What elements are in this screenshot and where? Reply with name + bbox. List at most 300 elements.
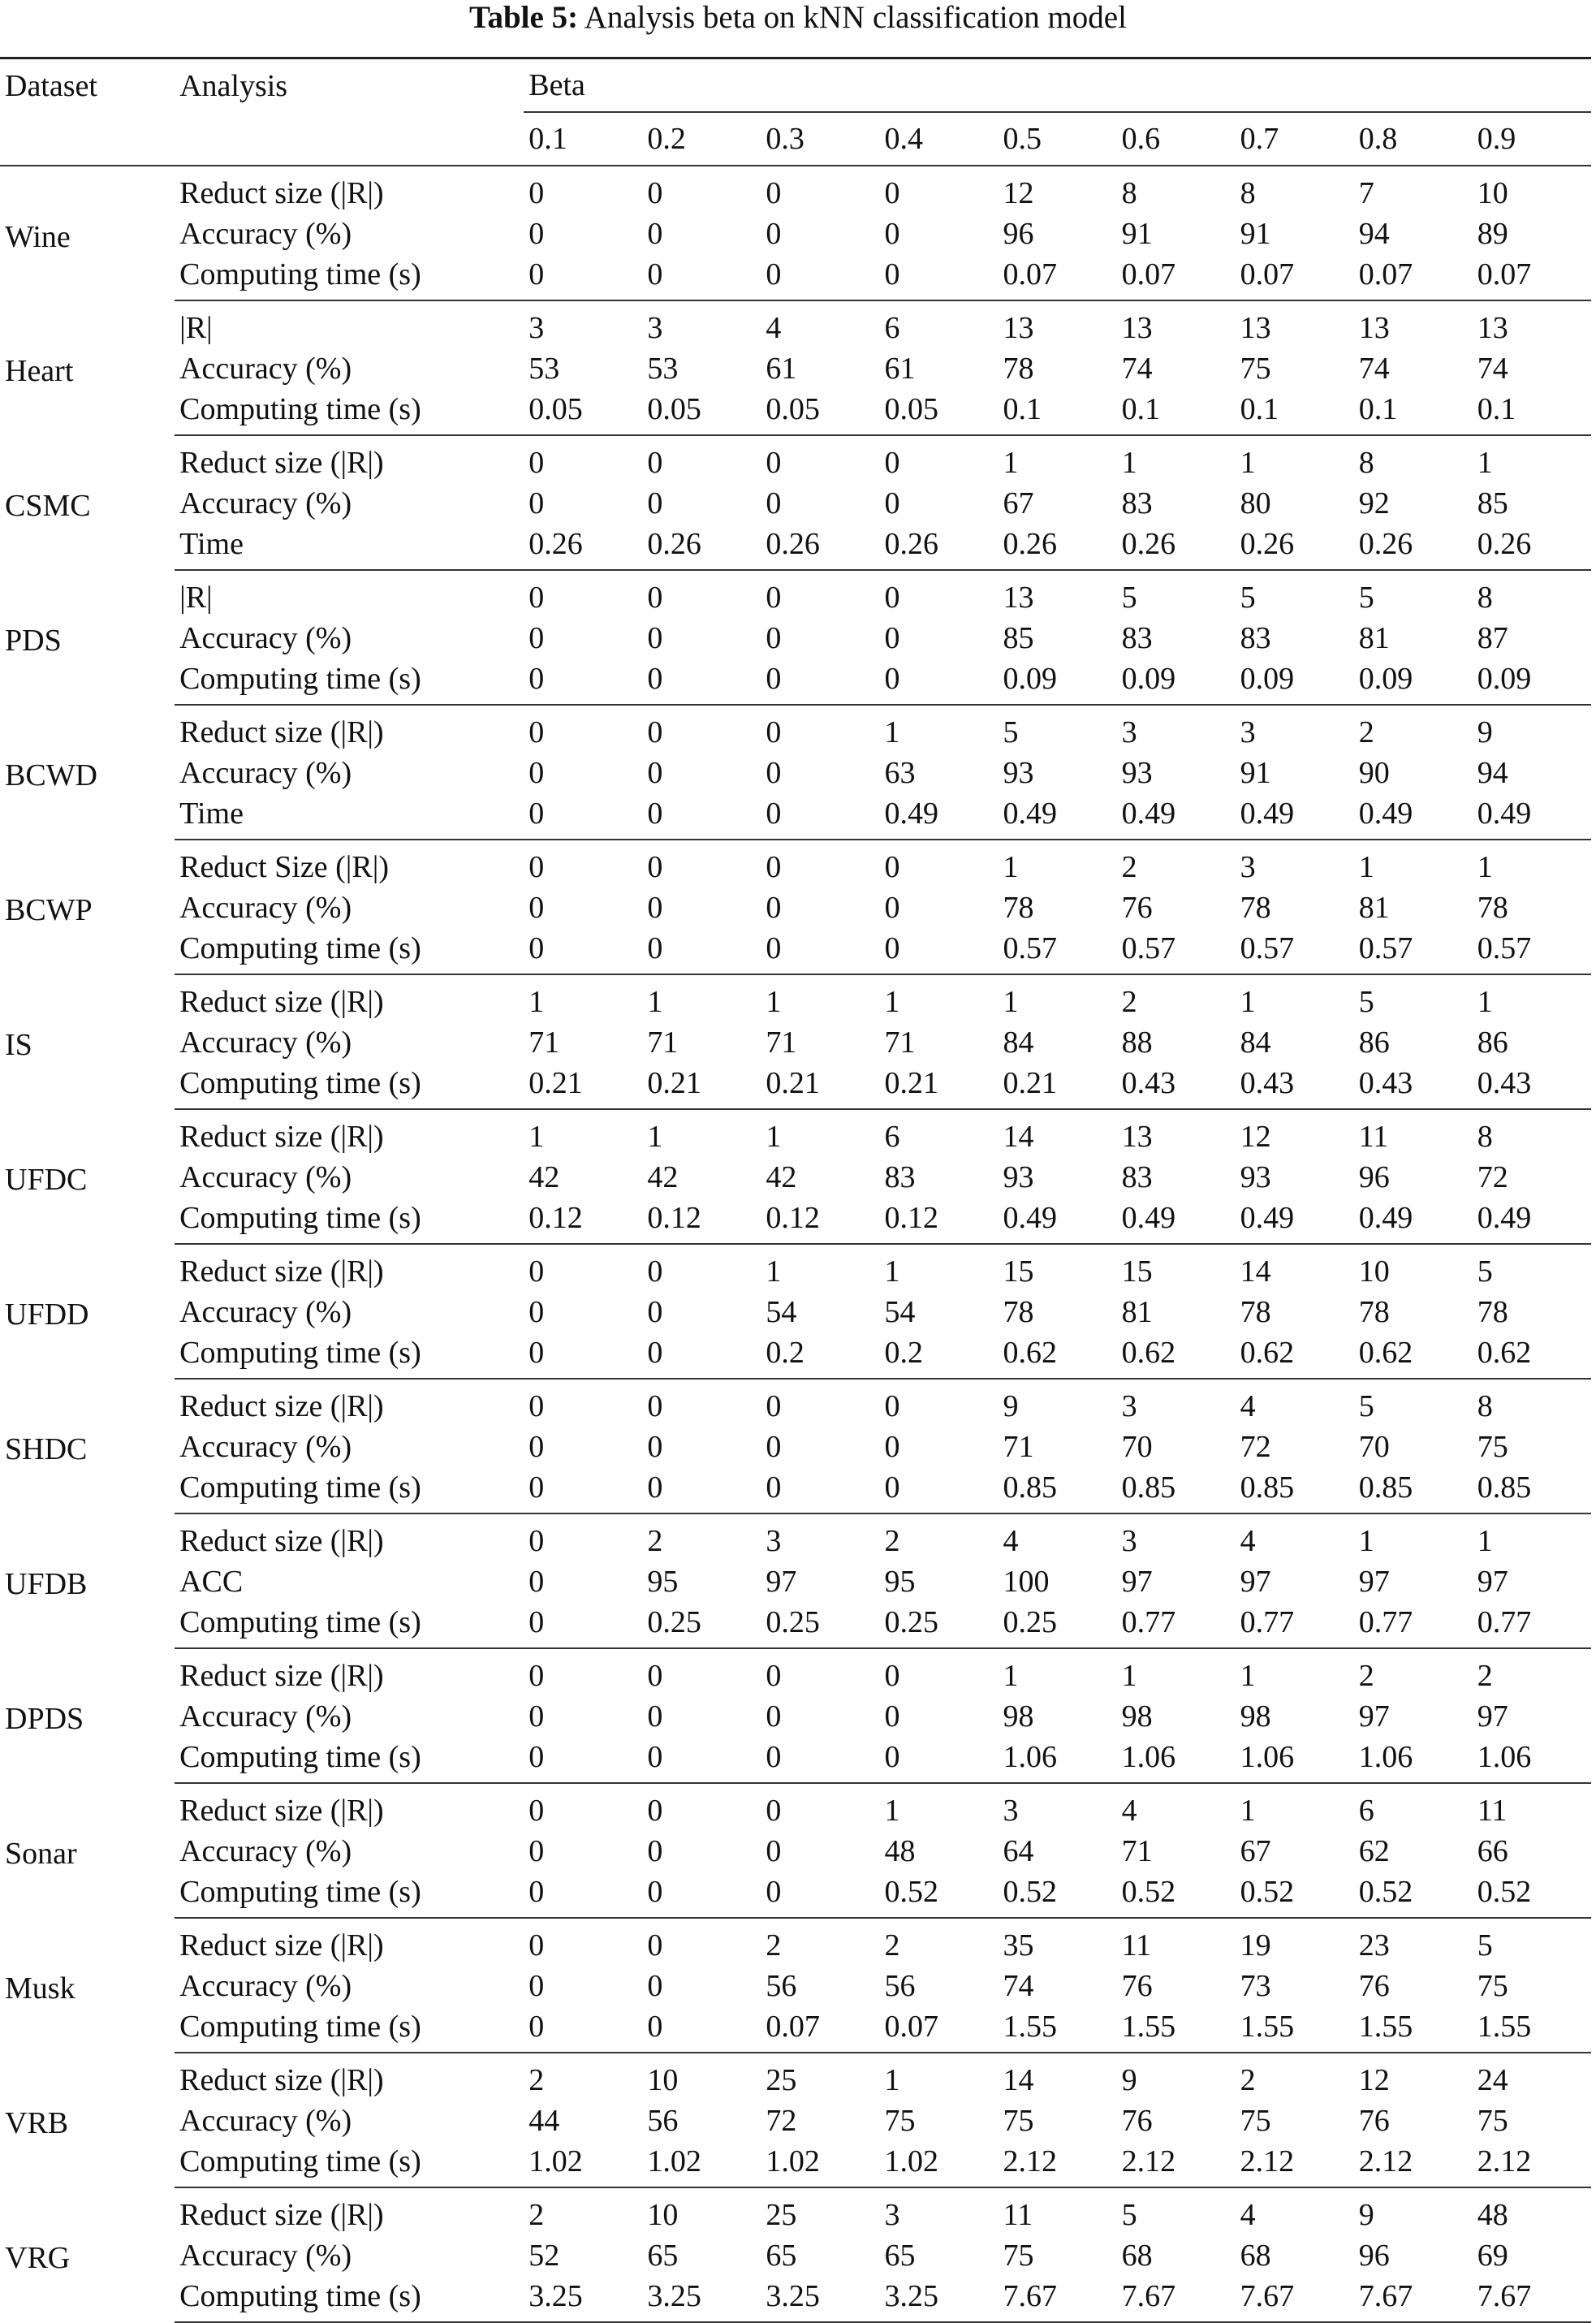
analysis-label: Time: [175, 793, 524, 840]
value-cell: 0.57: [1473, 928, 1591, 974]
value-cell: 0.52: [1117, 1872, 1236, 1918]
value-cell: 91: [1121, 217, 1153, 251]
value-cell: 76: [1358, 2104, 1390, 2138]
value-cell: 0: [766, 1659, 782, 1693]
value-cell: 78: [1003, 891, 1034, 925]
value-cell: 0: [642, 1737, 761, 1783]
value-cell: 91: [1240, 756, 1271, 790]
value-cell: 0.52: [1473, 1872, 1591, 1918]
value-cell: 0: [647, 446, 663, 480]
analysis-label: Accuracy (%): [179, 1160, 352, 1194]
value-cell: 96: [1003, 217, 1034, 251]
table-row: [0, 166, 1591, 214]
value-cell: 78: [1003, 1295, 1034, 1329]
value-cell: 97: [1358, 1565, 1390, 1599]
table-row: [0, 1379, 1591, 1427]
value-cell: 71: [647, 1025, 679, 1060]
value-cell: 10: [1358, 1254, 1390, 1289]
dataset-name: Musk: [5, 1971, 75, 2006]
value-cell: 92: [1358, 486, 1390, 520]
table-row: [0, 793, 1591, 840]
value-cell: 1: [1003, 446, 1019, 480]
value-cell: 0.85: [999, 1467, 1117, 1513]
value-cell: 68: [1240, 2239, 1271, 2273]
value-cell: 81: [1358, 621, 1390, 655]
value-cell: 0: [528, 486, 545, 520]
value-cell: 1.55: [1236, 2006, 1354, 2053]
value-cell: 1: [1477, 850, 1493, 884]
value-cell: 0: [524, 254, 642, 300]
value-cell: 73: [1240, 1969, 1271, 2003]
value-cell: 0.62: [1236, 1332, 1354, 1379]
value-cell: 0: [766, 1389, 782, 1423]
value-cell: 0: [528, 1834, 545, 1868]
value-cell: 81: [1358, 891, 1390, 925]
analysis-label: Reduct size (|R|): [179, 2063, 384, 2097]
value-cell: 0: [528, 756, 545, 790]
value-cell: 0: [647, 621, 663, 655]
beta-value-header: 0.4: [879, 112, 998, 166]
value-cell: 0.85: [1117, 1467, 1236, 1513]
analysis-label: Reduct size (|R|): [179, 1254, 384, 1289]
value-cell: 1: [1121, 1659, 1137, 1693]
table-row: [0, 1602, 1591, 1648]
value-cell: 7.67: [1117, 2276, 1236, 2322]
value-cell: 6: [884, 1120, 900, 1154]
value-cell: 94: [1477, 756, 1508, 790]
value-cell: 74: [1477, 352, 1508, 386]
value-cell: 95: [884, 1565, 916, 1599]
table-row: [0, 705, 1591, 753]
value-cell: 76: [1121, 891, 1153, 925]
table-row: [0, 570, 1591, 618]
value-cell: 11: [1121, 1928, 1152, 1962]
value-cell: 1: [647, 985, 663, 1019]
analysis-label: Reduct size (|R|): [179, 2198, 384, 2232]
value-cell: 97: [1477, 1565, 1508, 1599]
table-row: [0, 1918, 1591, 1966]
value-cell: 0: [879, 1467, 998, 1513]
value-cell: 2.12: [999, 2141, 1117, 2187]
value-cell: 93: [1003, 1160, 1034, 1194]
value-cell: 4: [1003, 1524, 1019, 1558]
value-cell: 2: [884, 1928, 900, 1962]
analysis-label: Accuracy (%): [179, 2104, 352, 2138]
value-cell: 10: [647, 2198, 679, 2232]
value-cell: 7.67: [1354, 2276, 1473, 2322]
value-cell: 13: [1240, 311, 1271, 345]
table-row: [0, 753, 1591, 793]
value-cell: 48: [884, 1834, 916, 1868]
value-cell: 12: [1358, 2063, 1390, 2097]
dataset-name: VRG: [5, 2241, 71, 2275]
value-cell: 83: [1240, 621, 1271, 655]
value-cell: 0: [642, 928, 761, 974]
value-cell: 72: [1240, 1430, 1271, 1464]
value-cell: 23: [1358, 1928, 1390, 1962]
value-cell: 78: [1477, 891, 1508, 925]
value-cell: 78: [1240, 891, 1271, 925]
value-cell: 0.1: [1354, 389, 1473, 435]
value-cell: 2.12: [1473, 2141, 1591, 2187]
analysis-label: Computing time (s): [175, 1063, 524, 1109]
value-cell: 0: [884, 1699, 900, 1734]
value-cell: 97: [1240, 1565, 1271, 1599]
table-row: [0, 1198, 1591, 1244]
value-cell: 0.77: [1117, 1602, 1236, 1648]
value-cell: 0: [642, 1332, 761, 1379]
table-body: [0, 166, 1591, 2322]
value-cell: 0: [524, 658, 642, 705]
value-cell: 0: [647, 1834, 663, 1868]
table-row: [0, 2141, 1591, 2187]
value-cell: 69: [1477, 2239, 1508, 2273]
value-cell: 100: [1003, 1565, 1050, 1599]
value-cell: 11: [1358, 1120, 1389, 1154]
value-cell: 1.02: [642, 2141, 761, 2187]
value-cell: 0.77: [1354, 1602, 1473, 1648]
value-cell: 25: [766, 2198, 797, 2232]
value-cell: 0: [761, 793, 879, 840]
value-cell: 0: [647, 715, 663, 749]
value-cell: 0.26: [1117, 524, 1236, 570]
value-cell: 0: [647, 1659, 663, 1693]
value-cell: 1: [766, 1254, 782, 1289]
value-cell: 48: [1477, 2198, 1508, 2232]
table-row: [0, 1696, 1591, 1737]
caption-label: Table 5:: [469, 0, 579, 35]
analysis-label: Reduct size (|R|): [179, 1389, 384, 1423]
value-cell: 54: [884, 1295, 916, 1329]
value-cell: 0.52: [1354, 1872, 1473, 1918]
analysis-label: Reduct size (|R|): [179, 1794, 384, 1828]
value-cell: 0.43: [1354, 1063, 1473, 1109]
value-cell: 0: [884, 621, 900, 655]
analysis-label: Accuracy (%): [179, 1699, 352, 1734]
value-cell: 0: [766, 756, 782, 790]
value-cell: 13: [1358, 311, 1390, 345]
value-cell: 72: [766, 2104, 797, 2138]
value-cell: 78: [1477, 1295, 1508, 1329]
value-cell: 3: [647, 311, 663, 345]
value-cell: 0.57: [1354, 928, 1473, 974]
analysis-label: Accuracy (%): [179, 217, 352, 251]
value-cell: 0.62: [999, 1332, 1117, 1379]
dataset-name: Sonar: [5, 1837, 77, 1871]
analysis-label: Computing time (s): [175, 2141, 524, 2187]
value-cell: 0: [647, 756, 663, 790]
analysis-label: Accuracy (%): [179, 756, 352, 790]
value-cell: 15: [1121, 1254, 1153, 1289]
value-cell: 0.26: [1473, 524, 1591, 570]
value-cell: 83: [884, 1160, 916, 1194]
value-cell: 74: [1003, 1969, 1034, 2003]
value-cell: 0: [766, 1699, 782, 1734]
value-cell: 1: [1477, 985, 1493, 1019]
value-cell: 0.05: [524, 389, 642, 435]
value-cell: 75: [1003, 2104, 1034, 2138]
table-row: [0, 1513, 1591, 1561]
analysis-label: Reduct size (|R|): [179, 1120, 384, 1154]
value-cell: 0.1: [1473, 389, 1591, 435]
value-cell: 71: [766, 1025, 797, 1060]
analysis-label: Accuracy (%): [179, 891, 352, 925]
value-cell: 25: [766, 2063, 797, 2097]
value-cell: 74: [1121, 352, 1153, 386]
beta-value-header: 0.8: [1354, 112, 1473, 166]
value-cell: 12: [1003, 176, 1034, 210]
table-row: [0, 1966, 1591, 2006]
table-caption: [0, 0, 1596, 39]
value-cell: 10: [647, 2063, 679, 2097]
value-cell: 1: [1240, 446, 1256, 480]
analysis-label: Reduct size (|R|): [179, 446, 384, 480]
beta-value-header: 0.3: [761, 112, 879, 166]
analysis-label: Reduct size (|R|): [179, 985, 384, 1019]
value-cell: 3: [1003, 1794, 1019, 1828]
value-cell: 0: [528, 1565, 545, 1599]
value-cell: 97: [1121, 1565, 1153, 1599]
value-cell: 53: [647, 352, 679, 386]
value-cell: 0.1: [1236, 389, 1354, 435]
table-row: [0, 300, 1591, 348]
value-cell: 0.77: [1236, 1602, 1354, 1648]
header-spacer: [175, 112, 524, 166]
value-cell: 0.85: [1473, 1467, 1591, 1513]
analysis-label: Computing time (s): [175, 2276, 524, 2322]
value-cell: 98: [1240, 1699, 1271, 1734]
value-cell: 1: [1477, 446, 1493, 480]
value-cell: 2: [1121, 850, 1137, 884]
table-row: [0, 2101, 1591, 2141]
value-cell: 0.43: [1117, 1063, 1236, 1109]
value-cell: 0: [647, 176, 663, 210]
value-cell: 1: [766, 985, 782, 1019]
value-cell: 15: [1003, 1254, 1034, 1289]
value-cell: 88: [1121, 1025, 1153, 1060]
value-cell: 96: [1358, 1160, 1390, 1194]
beta-value-header: 0.1: [524, 112, 642, 166]
value-cell: 1.55: [999, 2006, 1117, 2053]
value-cell: 80: [1240, 486, 1271, 520]
value-cell: 0: [766, 1794, 782, 1828]
analysis-label: Accuracy (%): [179, 2239, 352, 2273]
value-cell: 0.49: [879, 793, 998, 840]
value-cell: 8: [1121, 176, 1137, 210]
value-cell: 1: [1003, 850, 1019, 884]
value-cell: 0.43: [1473, 1063, 1591, 1109]
value-cell: 0.25: [999, 1602, 1117, 1648]
value-cell: 0: [642, 793, 761, 840]
value-cell: 65: [647, 2239, 679, 2273]
value-cell: 5: [1477, 1928, 1493, 1962]
value-cell: 0: [766, 850, 782, 884]
value-cell: 1: [1240, 1794, 1256, 1828]
analysis-label: Accuracy (%): [179, 621, 352, 655]
analysis-label: Reduct size (|R|): [179, 1928, 384, 1962]
value-cell: 97: [1358, 1699, 1390, 1734]
value-cell: 0.21: [879, 1063, 998, 1109]
value-cell: 75: [884, 2104, 916, 2138]
value-cell: 0: [647, 486, 663, 520]
value-cell: 4: [1240, 2198, 1256, 2232]
value-cell: 13: [1003, 581, 1034, 615]
value-cell: 74: [1358, 352, 1390, 386]
value-cell: 0: [528, 1389, 545, 1423]
value-cell: 0: [524, 1602, 642, 1648]
value-cell: 78: [1003, 352, 1034, 386]
value-cell: 0.77: [1473, 1602, 1591, 1648]
value-cell: 0: [524, 2006, 642, 2053]
value-cell: 0: [761, 1872, 879, 1918]
value-cell: 0: [647, 1430, 663, 1464]
value-cell: 0.26: [761, 524, 879, 570]
value-cell: 0: [647, 1389, 663, 1423]
value-cell: 0: [647, 1699, 663, 1734]
value-cell: 1: [884, 1794, 900, 1828]
value-cell: 0.49: [1236, 793, 1354, 840]
value-cell: 0.2: [879, 1332, 998, 1379]
value-cell: 0: [766, 581, 782, 615]
value-cell: 0.26: [1236, 524, 1354, 570]
value-cell: 75: [1477, 2104, 1508, 2138]
value-cell: 10: [1477, 176, 1508, 210]
table-row: [0, 840, 1591, 887]
value-cell: 0.25: [642, 1602, 761, 1648]
value-cell: 7: [1358, 176, 1374, 210]
value-cell: 1.02: [524, 2141, 642, 2187]
value-cell: 0: [884, 176, 900, 210]
value-cell: 2: [1240, 2063, 1256, 2097]
value-cell: 8: [1477, 1120, 1493, 1154]
value-cell: 78: [1358, 1295, 1390, 1329]
value-cell: 0.52: [879, 1872, 998, 1918]
analysis-label: Computing time (s): [175, 389, 524, 435]
analysis-label: Computing time (s): [175, 2006, 524, 2053]
value-cell: 68: [1121, 2239, 1153, 2273]
dataset-name: SHDC: [5, 1432, 88, 1466]
table-row: [0, 1157, 1591, 1198]
value-cell: 71: [1121, 1834, 1153, 1868]
table-row: [0, 1063, 1591, 1109]
value-cell: 1: [647, 1120, 663, 1154]
value-cell: 3: [1121, 715, 1137, 749]
table-row: [0, 348, 1591, 389]
value-cell: 2: [1358, 715, 1374, 749]
analysis-label: Computing time (s): [175, 1602, 524, 1648]
value-cell: 4: [766, 311, 782, 345]
value-cell: 84: [1003, 1025, 1034, 1060]
value-cell: 0: [642, 658, 761, 705]
analysis-label: Accuracy (%): [179, 352, 352, 386]
table-row: [0, 2187, 1591, 2235]
table-row: [0, 928, 1591, 974]
value-cell: 0: [647, 850, 663, 884]
value-cell: 1: [1240, 1659, 1256, 1693]
value-cell: 0: [884, 1389, 900, 1423]
value-cell: 2: [1121, 985, 1137, 1019]
value-cell: 0: [884, 1659, 900, 1693]
value-cell: 0: [766, 217, 782, 251]
analysis-label: Reduct size (|R|): [179, 1659, 384, 1693]
value-cell: 5: [1003, 715, 1019, 749]
value-cell: 0.07: [761, 2006, 879, 2053]
value-cell: 0.12: [761, 1198, 879, 1244]
value-cell: 14: [1003, 2063, 1034, 2097]
value-cell: 13: [1477, 311, 1508, 345]
value-cell: 0.09: [1473, 658, 1591, 705]
beta-value-header: 0.2: [642, 112, 761, 166]
value-cell: 0.05: [879, 389, 998, 435]
value-cell: 97: [1477, 1699, 1508, 1734]
value-cell: 13: [1121, 311, 1153, 345]
beta-value-header: 0.5: [999, 112, 1117, 166]
value-cell: 0.07: [1117, 254, 1236, 300]
table-row: [0, 1467, 1591, 1513]
table-header: [0, 58, 1591, 166]
value-cell: 7.67: [1236, 2276, 1354, 2322]
value-cell: 0: [528, 1794, 545, 1828]
table-row: [0, 1427, 1591, 1467]
value-cell: 1.06: [1354, 1737, 1473, 1783]
dataset-name: Heart: [5, 354, 74, 388]
value-cell: 1.06: [1117, 1737, 1236, 1783]
value-cell: 14: [1240, 1254, 1271, 1289]
table-row: [0, 483, 1591, 524]
value-cell: 83: [1121, 1160, 1153, 1194]
value-cell: 0.57: [1117, 928, 1236, 974]
value-cell: 65: [766, 2239, 797, 2273]
value-cell: 0.25: [879, 1602, 998, 1648]
value-cell: 8: [1477, 1389, 1493, 1423]
value-cell: 0.49: [1354, 793, 1473, 840]
value-cell: 78: [1240, 1295, 1271, 1329]
value-cell: 0.21: [999, 1063, 1117, 1109]
value-cell: 2.12: [1117, 2141, 1236, 2187]
analysis-label: Computing time (s): [175, 1198, 524, 1244]
value-cell: 2: [884, 1524, 900, 1558]
dataset-name: PDS: [5, 624, 62, 658]
value-cell: 0: [528, 446, 545, 480]
value-cell: 11: [1003, 2198, 1033, 2232]
analysis-label: Accuracy (%): [179, 1295, 352, 1329]
value-cell: 76: [1121, 1969, 1153, 2003]
value-cell: 0.26: [1354, 524, 1473, 570]
value-cell: 71: [1003, 1430, 1034, 1464]
value-cell: 1: [1358, 1524, 1374, 1558]
value-cell: 0: [647, 1295, 663, 1329]
value-cell: 3.25: [879, 2276, 998, 2322]
value-cell: 90: [1358, 756, 1390, 790]
results-table: [0, 57, 1591, 2323]
value-cell: 5: [1240, 581, 1256, 615]
value-cell: 0: [528, 621, 545, 655]
value-cell: 2: [528, 2063, 545, 2097]
value-cell: 0: [761, 928, 879, 974]
value-cell: 72: [1477, 1160, 1508, 1194]
value-cell: 97: [766, 1565, 797, 1599]
value-cell: 0: [642, 1467, 761, 1513]
analysis-label: Accuracy (%): [179, 486, 352, 520]
analysis-label: Accuracy (%): [179, 1834, 352, 1868]
value-cell: 0.2: [761, 1332, 879, 1379]
beta-values-row: [0, 112, 1591, 166]
value-cell: 0.52: [1236, 1872, 1354, 1918]
table-row: [0, 1831, 1591, 1872]
table-row: [0, 1292, 1591, 1332]
beta-value-header: 0.9: [1473, 112, 1591, 166]
value-cell: 0: [879, 254, 998, 300]
